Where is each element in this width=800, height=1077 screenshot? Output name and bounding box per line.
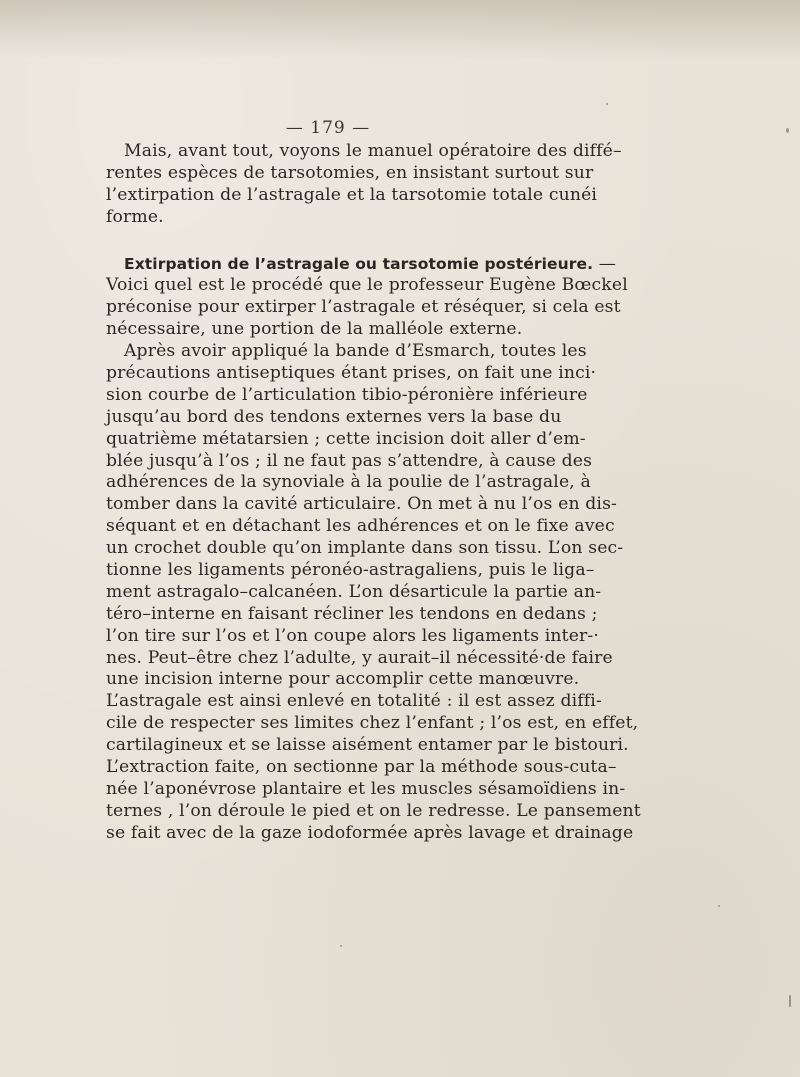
text-line: précautions antiseptiques étant prises, on fait une inci· [106,363,597,384]
text-line: l’extirpation de l’astragale et la tarsotomie totale cunéi [106,184,598,205]
text-line: téro–interne en faisant récliner les tendons en dedans ; [106,603,598,624]
text-line: sion courbe de l’articulation tibio-péronière inférieure [106,384,588,405]
text-line: L’extraction faite, on sectionne par la méthode sous-cuta– [106,757,617,778]
text-line: cile de respecter ses limites chez l’enfant ; l’os est, en effet, [106,713,639,734]
text-line: nécessaire, une portion de la malléole externe. [106,319,523,340]
text-line: préconise pour extirper l’astragale et réséquer, si cela est [106,297,621,318]
paper-speck [718,905,720,907]
text-line: un crochet double qu’on implante dans son tissu. L’on sec- [106,538,624,559]
text-line: séquant et en détachant les adhérences et on le fixe avec [106,516,615,537]
text-line: forme. [106,206,164,227]
text-line: se fait avec de la gaze iodoformée après lavage et drainage [106,822,634,843]
text-line: ternes , l’on déroule le pied et on le redresse. Le pansement [106,800,641,821]
paragraph-gap [106,229,542,254]
text-line: Après avoir appliqué la bande d’Esmarch, toutes les [124,341,587,362]
text-line: L’astragale est ainsi enlevé en totalité : il est assez diffi- [106,691,602,712]
text-line: jusqu’au bord des tendons externes vers la base du [106,406,562,427]
section-heading-dash: — [593,253,617,274]
body-text [106,141,641,845]
text-line: l’on tire sur l’os et l’on coupe alors les ligaments inter-· [106,625,599,646]
text-line: nes. Peut–être chez l’adulte, y aurait–il nécessité·de faire [106,647,613,668]
text-line: Mais, avant tout, voyons le manuel opératoire des diffé– [124,141,622,161]
paper-speck [340,945,342,947]
paper-speck [786,128,789,133]
text-line: rentes espèces de tarsotomies, en insistant surtout sur [106,162,594,183]
text-line: une incision interne pour accomplir cette manœuvre. [106,669,580,690]
page-edge-shadow [0,0,800,60]
text-line: adhérences de la synoviale à la poulie de l’astragale, à [106,472,591,493]
page-number: — 179 — [285,118,371,138]
text-line: blée jusqu’à l’os ; il ne faut pas s’attendre, à cause des [106,450,593,471]
text-line: Voici quel est le procédé que le professeur Eugène Bœckel [106,275,628,296]
paper-speck [789,995,791,1007]
text-line: ment astragalo–calcanéen. L’on désarticule la partie an- [106,581,602,602]
text-line: tionne les ligaments péronéo-astragaliens, puis le liga– [106,560,595,581]
section-heading [106,253,617,276]
text-line: née l’aponévrose plantaire et les muscles sésamoïdiens in- [106,778,626,799]
text-line: tomber dans la cavité articulaire. On met à nu l’os en dis- [106,494,618,515]
text-line: cartilagineux et se laisse aisément entamer par le bistouri. [106,735,629,756]
text-line: quatrième métatarsien ; cette incision doit aller d’em- [106,428,586,449]
paper-speck [606,103,608,105]
section-heading-text: Extirpation de l’astragale ou tarsotomie postérieure. [124,254,594,273]
